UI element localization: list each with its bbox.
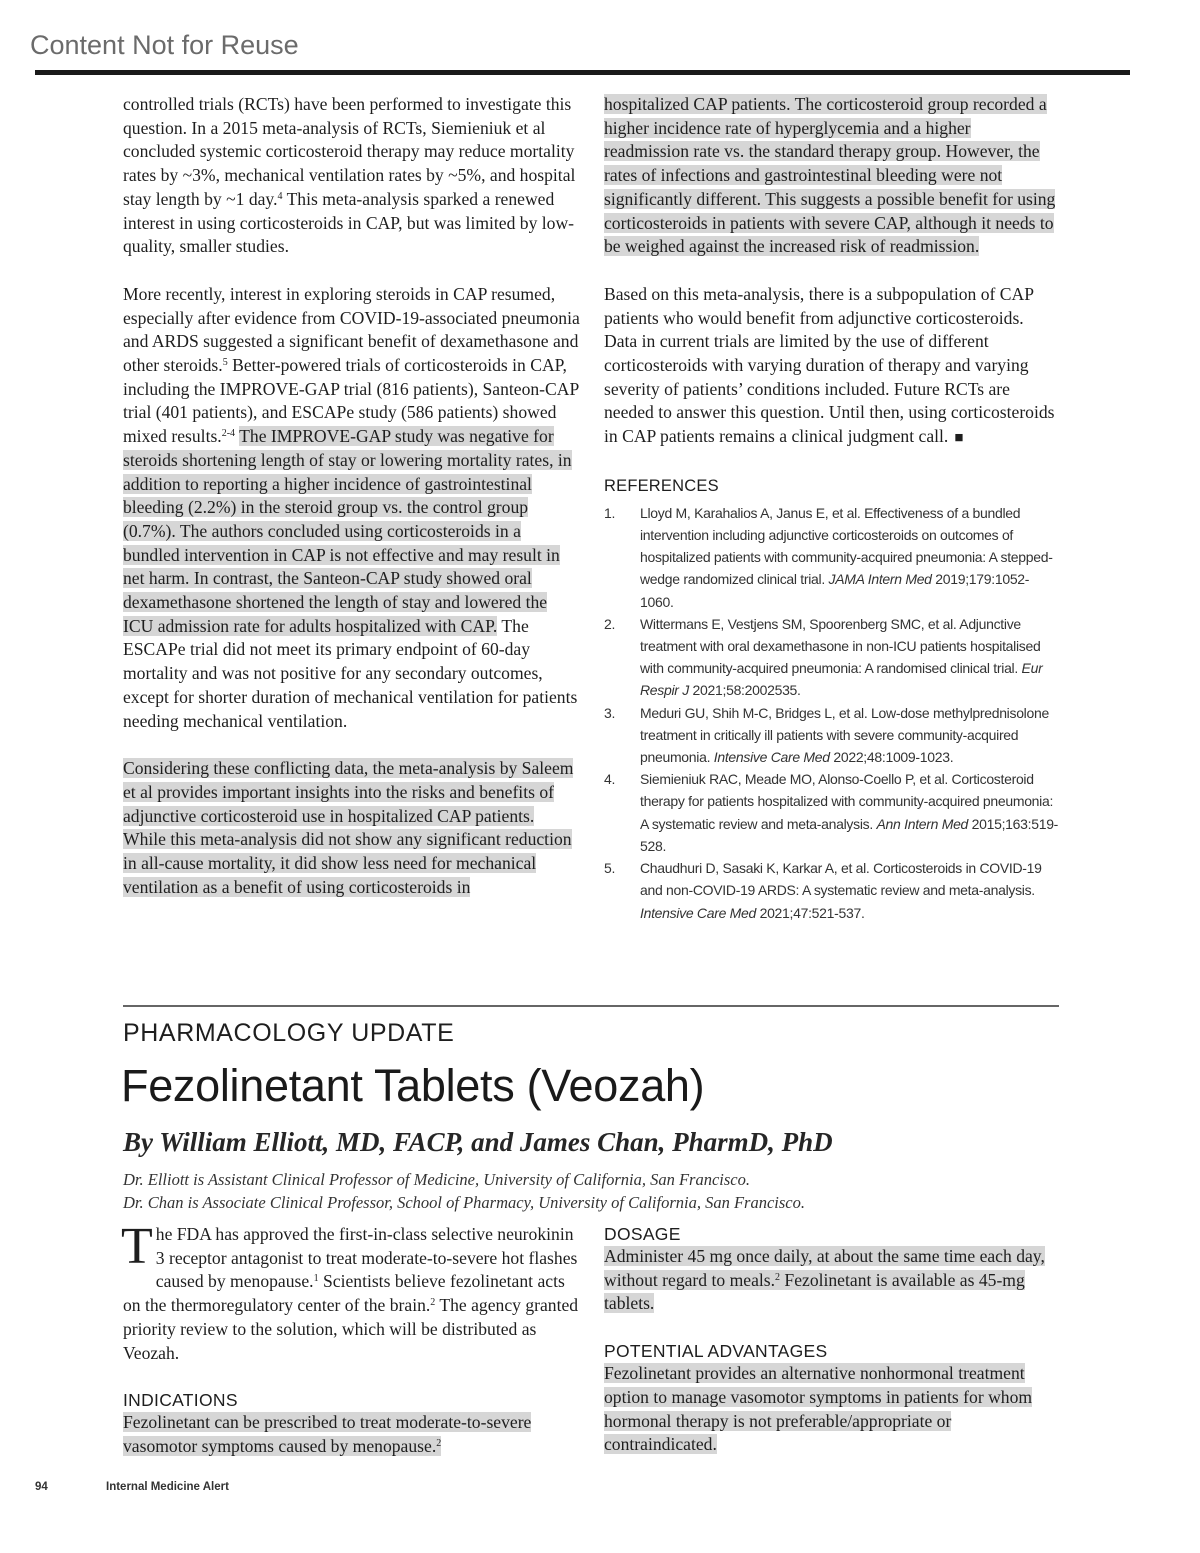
- highlighted-text: The IMPROVE-GAP study was negative for steroids shortening length of stay or lowering mortality rates, in addition to reporting a higher incidence of gastrointestinal bleeding (2.2%) in the steroid group vs. the control group (0.7%). The authors concluded using corticosteroids in a bundled intervention in CAP is not effective and may result in net harm. In contrast, the Santeon-CAP study showed oral dexamethasone shortened the length of stay and lowered the ICU admission rate for adults hospitalized with CAP.: [123, 426, 572, 636]
- body-paragraph: [604, 1245, 1059, 1316]
- references-heading: REFERENCES: [604, 476, 719, 495]
- reference-item: 1. Lloyd M, Karahalios A, Janus E, et al. Effectiveness of a bundled intervention including adjunctive corticosteroids on outcomes of hospitalized patients with community-acquired pneumonia: A stepped-wedge randomized clinical trial. JAMA Intern Med 2019;179:1052-1060.: [604, 504, 1053, 610]
- potential-advantages-section: [604, 1340, 1059, 1457]
- body-paragraph: [604, 93, 1059, 259]
- body-paragraph: More recently, interest in exploring steroids in CAP resumed, especially after evidence from COVID-19-associated pneumonia and ARDS suggested a significant benefit of dexamethasone and other steroids.$^5$ Better-powered trials of corticosteroids in CAP, including the IMPROVE-GAP trial (816 patients), Santeon-CAP trial (401 patients), and ESCAPe study (586 patients) showed mixed results.$^{2-4}$ The IMPROVE-GAP study was negative for steroids shortening length of stay or lowering mortality rates, in addition to reporting a higher incidence of gastrointestinal bleeding (2.2%) in the steroid group vs. the control group (0.7%). The authors concluded using corticosteroids in a bundled intervention in CAP is not effective and may result in net harm. In contrast, the Santeon-CAP study showed oral dexamethasone shortened the length of stay and lowered the ICU admission rate for adults hospitalized with CAP. The ESCAPe trial did not meet its primary endpoint of 60-day mortality and was not positive for any secondary outcomes, except for shorter duration of mechanical ventilation for patients needing mechanical ventilation.: [123, 283, 580, 731]
- publication-name: Internal Medicine Alert: [106, 1481, 229, 1493]
- article-left-column: [121, 1218, 581, 1459]
- body-paragraph: [123, 757, 581, 899]
- upper-left-column: [123, 93, 581, 900]
- potential-advantages-heading: POTENTIAL ADVANTAGES: [604, 1341, 828, 1362]
- body-paragraph: [123, 1411, 581, 1458]
- affiliation-line: Dr. Elliott is Assistant Clinical Professor of Medicine, University of California, San Francisco.: [123, 1170, 750, 1189]
- page-number: 94: [35, 1481, 48, 1493]
- article-right-column: [604, 1223, 1059, 1457]
- reference-item: 5. Chaudhuri D, Sasaki K, Karkar A, et al. Corticosteroids in COVID-19 and non-COVID-19 ARDS: A systematic review and meta-analysis. Intensive Care Med 2021;47:521-537.: [604, 860, 1042, 921]
- reference-item: 4. Siemieniuk RAC, Meade MO, Alonso-Coello P, et al. Corticosteroid therapy for patients hospitalized with community-acquired pneumonia: A systematic review and meta-analysis. Ann Intern Med 2015;163:519-528.: [604, 771, 1059, 854]
- indications-section: [123, 1389, 581, 1458]
- highlighted-text: Considering these conflicting data, the meta-analysis by Saleem et al provides important insights into the risks and benefits of adjunctive corticosteroid use in hospitalized CAP patients. While this meta-analysis did not show any significant reduction in all-cause mortality, it did show less need for mechanical ventilation as a benefit of using corticosteroids in: [123, 758, 574, 897]
- highlighted-text: Fezolinetant can be prescribed to treat moderate-to-severe vasomotor symptoms caused by menopause.$^2$: [123, 1412, 532, 1456]
- highlighted-text: Fezolinetant provides an alternative nonhormonal treatment option to manage vasomotor symptoms in patients for whom hormonal therapy is not preferable/appropriate or contraindicated.: [604, 1363, 1033, 1455]
- body-paragraph: Based on this meta-analysis, there is a subpopulation of CAP patients who would benefit from adjunctive corticosteroids. Data in current trials are limited by the use of different corticosteroids with varying duration of therapy and varying severity of patients’ conditions included. Future RCTs are needed to answer this question. Until then, using corticosteroids in CAP patients remains a clinical judgment call. ■: [604, 283, 1055, 447]
- references-list: [604, 502, 1059, 924]
- highlighted-text: Administer 45 mg once daily, at about the same time each day, without regard to meals.$^2$ Fezolinetant is available as 45-mg tablets.: [604, 1246, 1045, 1314]
- section-divider: [123, 1005, 1059, 1007]
- section-label: PHARMACOLOGY UPDATE: [123, 1019, 455, 1047]
- indications-heading: INDICATIONS: [123, 1390, 238, 1411]
- article-byline: By William Elliott, MD, FACP, and James Chan, PharmD, PhD: [123, 1127, 833, 1157]
- reference-item: 3. Meduri GU, Shih M-C, Bridges L, et al. Low-dose methylprednisolone treatment in critically ill patients with severe community-acquired pneumonia. Intensive Care Med 2022;48:1009-1023.: [604, 704, 1049, 766]
- body-paragraph: [604, 1362, 1059, 1457]
- author-affiliations: [123, 1168, 805, 1214]
- drop-cap: T: [121, 1218, 153, 1275]
- body-paragraph: controlled trials (RCTs) have been performed to investigate this question. In a 2015 meta-analysis of RCTs, Siemieniuk et al concluded systemic corticosteroid therapy may reduce mortality rates by ~3%, mechanical ventilation rates by ~5%, and hospital stay length by ~1 day.$^4$ This meta-analysis sparked a renewed interest in using corticosteroids in CAP, but was limited by low-quality, smaller studies.: [123, 94, 576, 257]
- affiliation-line: Dr. Chan is Associate Clinical Professor, School of Pharmacy, University of California, San Francisco.: [123, 1193, 805, 1212]
- dosage-heading: DOSAGE: [604, 1224, 681, 1244]
- end-of-article-mark: ■: [954, 430, 964, 447]
- content-not-for-reuse-banner: Content Not for Reuse: [30, 30, 299, 60]
- dosage-section: [604, 1223, 1059, 1316]
- references-section: [604, 477, 1059, 924]
- intro-paragraph: The FDA has approved the first-in-class selective neurokinin 3 receptor antagonist to treat moderate-to-severe hot flashes caused by menopause.$^1$ Scientists believe fezolinetant acts on the thermoregulatory center of the brain.$^2$ The agency granted priority review to the solution, which will be distributed as Veozah.: [121, 1218, 579, 1363]
- article-title: Fezolinetant Tablets (Veozah): [121, 1060, 705, 1111]
- banner-rule: [35, 70, 1130, 75]
- highlighted-text: hospitalized CAP patients. The corticosteroid group recorded a higher incidence rate of hyperglycemia and a higher readmission rate vs. the standard therapy group. However, the rates of infections and gastrointestinal bleeding were not significantly different. This suggests a possible benefit for using corticosteroids in patients with severe CAP, although it needs to be weighed against the increased risk of readmission.: [604, 94, 1056, 257]
- reference-item: 2. Wittermans E, Vestjens SM, Spoorenberg SMC, et al. Adjunctive treatment with oral dexamethasone in non-ICU patients hospitalised with community-acquired pneumonia: A randomised clinical trial. Eur Respir J 2021;58:2002535.: [604, 615, 1043, 699]
- upper-right-column: [604, 93, 1059, 924]
